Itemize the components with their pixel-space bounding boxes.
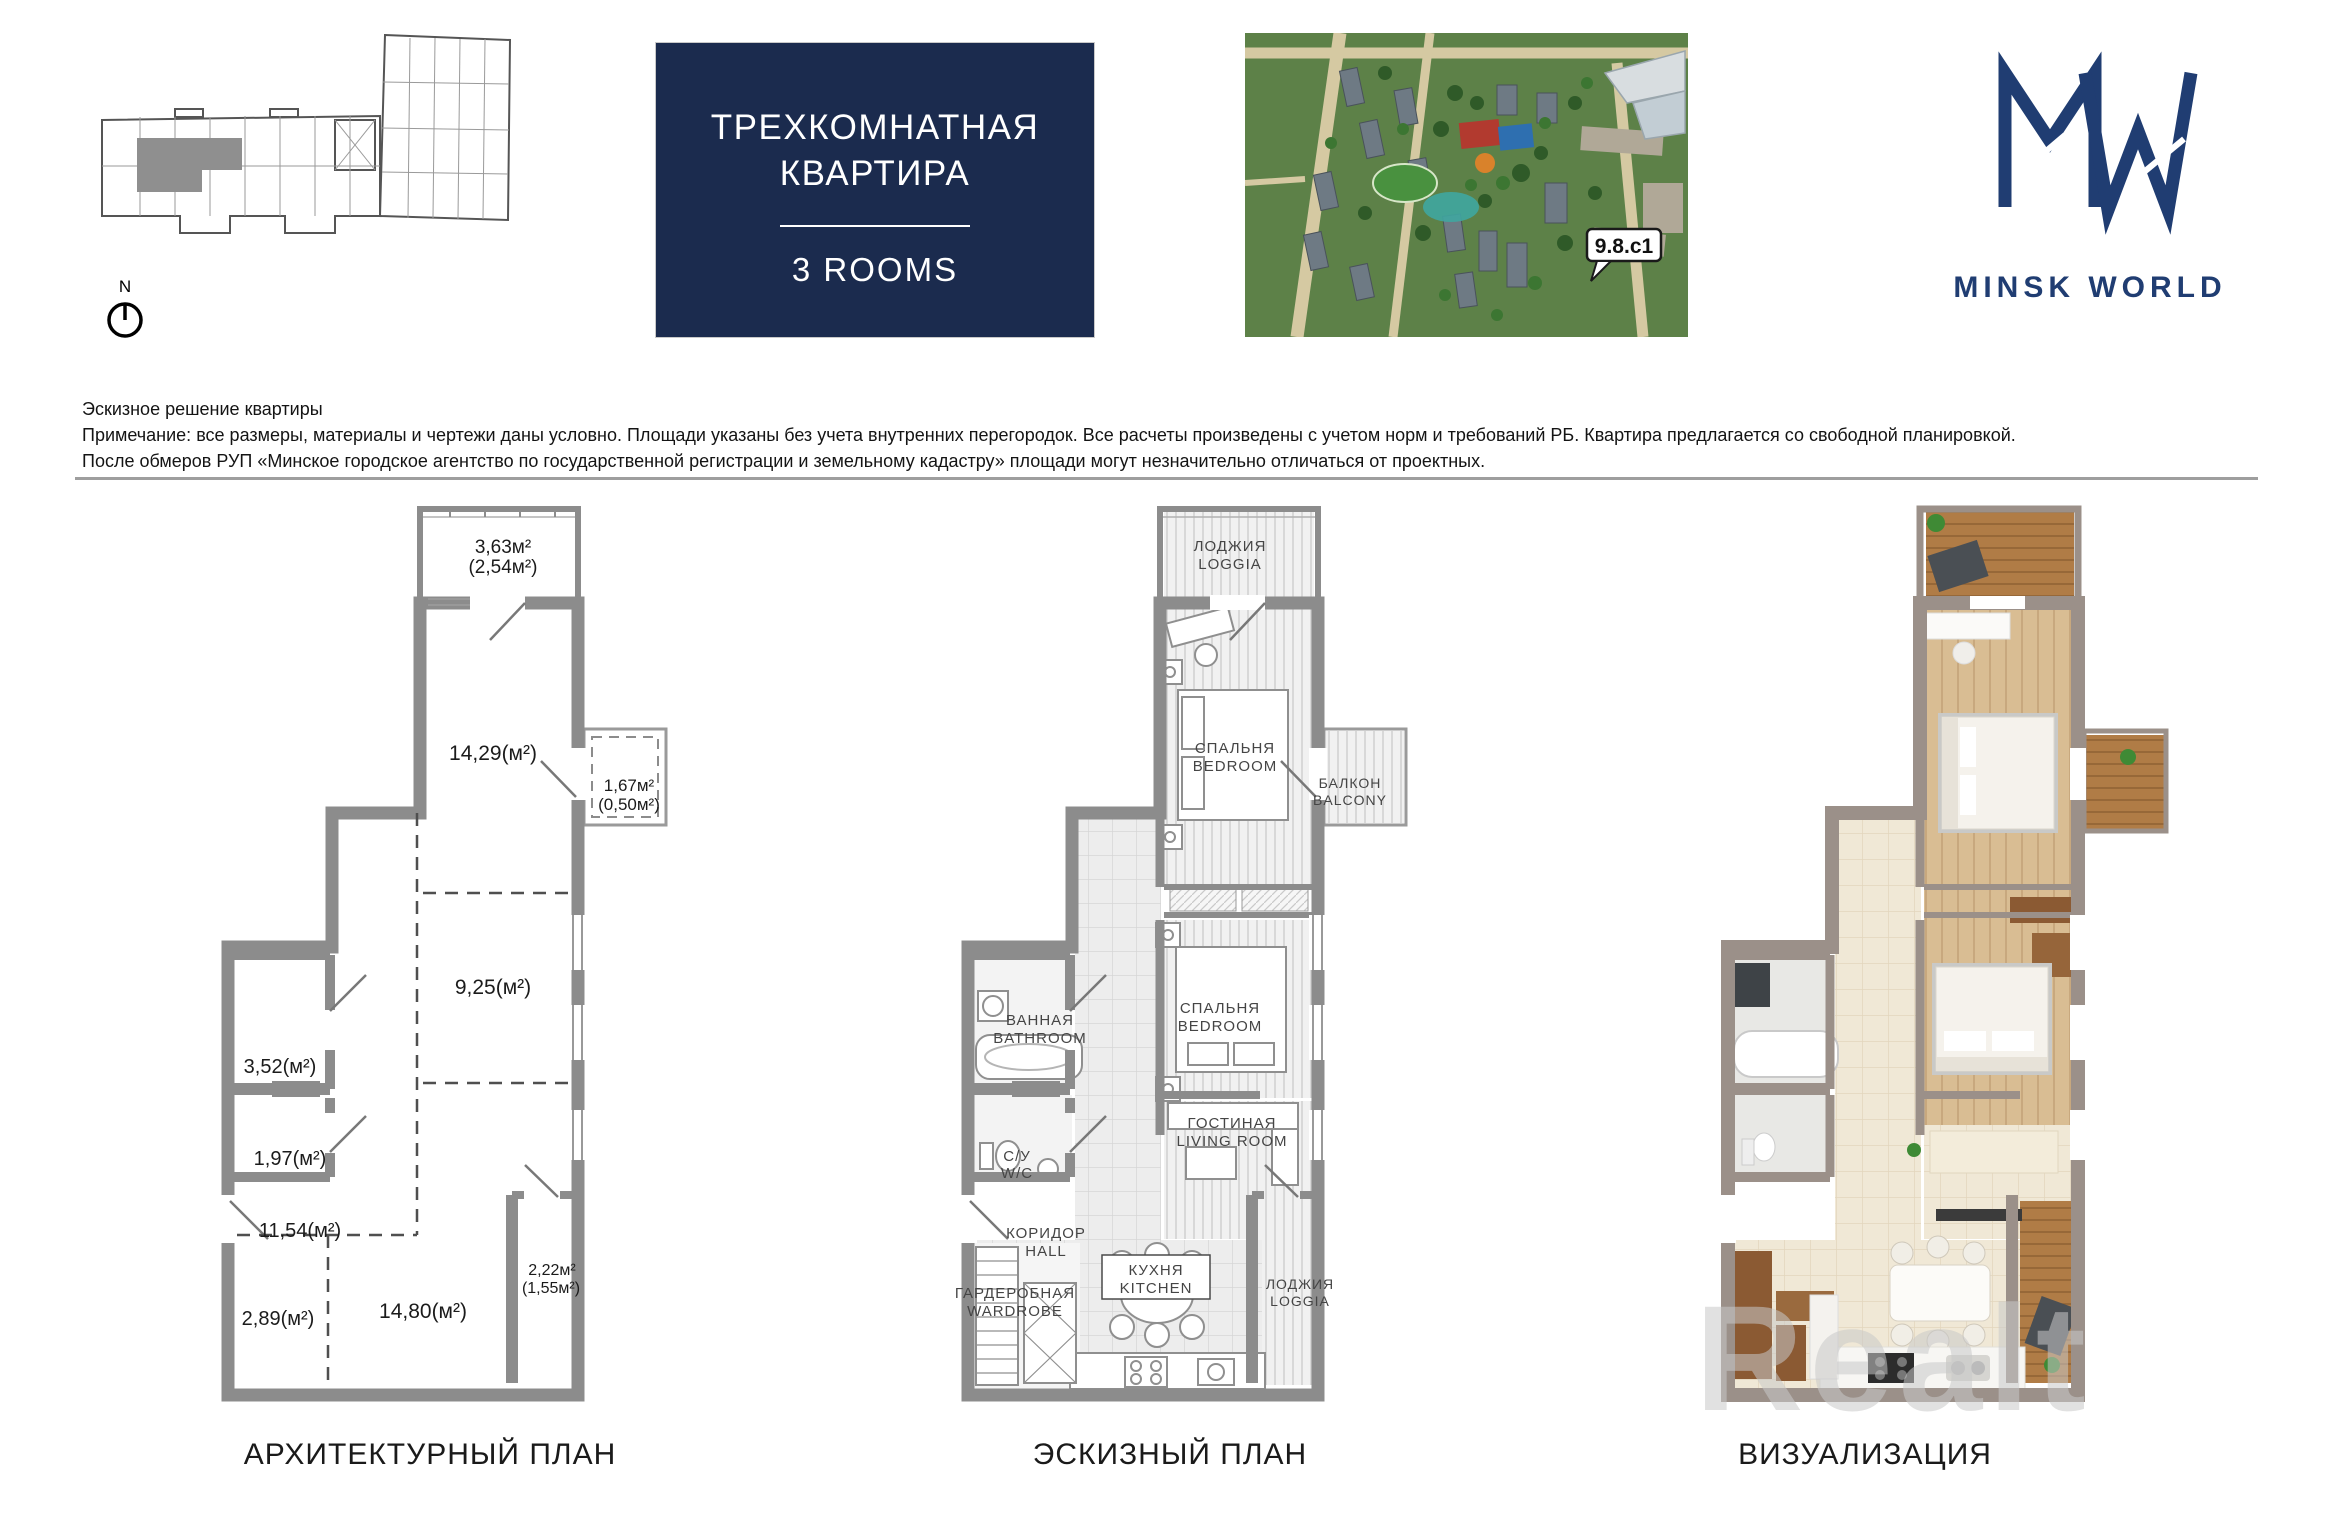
room-loggia-bottom-ru: ЛОДЖИЯ: [1265, 1276, 1335, 1292]
area-bathroom: 3,52(м²): [243, 1056, 317, 1078]
area-loggia-bottom-coef: (1,55м²): [521, 1280, 581, 1297]
room-hall-en: HALL: [1025, 1243, 1067, 1260]
caption-architectural: АРХИТЕКТУРНЫЙ ПЛАН: [243, 1438, 617, 1471]
room-kitchen-ru: КУХНЯ: [1128, 1262, 1184, 1279]
room-loggia-top-en: LOGGIA: [1198, 556, 1262, 573]
logo-name: MINSK WORLD: [1953, 271, 2227, 304]
area-wardrobe: 2,89(м²): [241, 1308, 315, 1330]
disclaimer-line1: Эскизное решение квартиры: [82, 399, 323, 419]
mw-monogram-icon: [2005, 73, 2191, 210]
room-living-ru: ГОСТИНАЯ: [1187, 1115, 1277, 1132]
caption-visualization: ВИЗУАЛИЗАЦИЯ: [1738, 1438, 1992, 1471]
disclaimer-line3: После обмеров РУП «Минское городское агентство по государственной регистрации и земельному кадастру» площади могут незначительно отличаться от проектных.: [82, 451, 1486, 471]
building-key-plan: [80, 20, 530, 280]
realt-watermark: Realt: [1695, 1274, 2092, 1442]
title-ru-line2: КВАРТИРА: [779, 154, 971, 193]
building-label: 9.8.с1: [1594, 235, 1654, 258]
room-bedroom-top-ru: СПАЛЬНЯ: [1194, 740, 1276, 757]
area-loggia-bottom: 2,22м²: [528, 1262, 576, 1279]
north-label: N: [118, 277, 132, 296]
visualization-render: [1680, 495, 2180, 1425]
title-ru-line1: ТРЕХКОМНАТНАЯ: [710, 108, 1040, 147]
area-kitchen: 14,80(м²): [379, 1300, 467, 1323]
room-hall-ru: КОРИДОР: [1006, 1225, 1086, 1242]
disclaimer-line2: Примечание: все размеры, материалы и чертежи даны условно. Площади указаны без учета внутренних перегородок. Все расчеты произведены с учетом норм и требований РБ. Квартира предлагается со свободной планировкой.: [82, 425, 2016, 445]
area-wc: 1,97(м²): [253, 1148, 327, 1170]
area-balcony: 1,67м²: [603, 776, 655, 795]
room-bedroom-mid-en: BEDROOM: [1177, 1018, 1263, 1035]
title-en: 3 ROOMS: [791, 251, 959, 288]
area-loggia-top: 3,63м²: [474, 537, 532, 558]
area-hall: 11,54(м²): [258, 1220, 342, 1242]
title-box: [655, 42, 1095, 338]
minsk-world-logo: [1945, 45, 2235, 317]
room-wardrobe-en: WARDROBE: [967, 1303, 1063, 1320]
divider-line: [75, 477, 2258, 480]
room-loggia-top-ru: ЛОДЖИЯ: [1193, 538, 1267, 555]
room-living-en: LIVING ROOM: [1176, 1133, 1288, 1150]
room-bedroom-top-en: BEDROOM: [1192, 758, 1278, 775]
room-wardrobe-ru: ГАРДЕРОБНАЯ: [954, 1285, 1076, 1302]
arch-outer-walls: [228, 603, 581, 1395]
sketch-plan: [920, 495, 1420, 1425]
room-bedroom-mid-ru: СПАЛЬНЯ: [1179, 1000, 1261, 1017]
room-loggia-bottom-en: LOGGIA: [1270, 1293, 1330, 1309]
title-divider: [780, 225, 970, 227]
room-kitchen-en: KITCHEN: [1119, 1280, 1193, 1297]
room-wc-ru: С/У: [1003, 1148, 1031, 1165]
room-balcony-ru: БАЛКОН: [1318, 775, 1382, 791]
room-bathroom-en: BATHROOM: [993, 1030, 1087, 1047]
area-balcony-coef: (0,50м²): [598, 795, 660, 814]
room-bathroom-ru: ВАННАЯ: [1005, 1012, 1075, 1029]
area-bedroom-top: 14,29(м²): [449, 742, 537, 765]
room-balcony-en: BALCONY: [1313, 792, 1387, 808]
caption-sketch: ЭСКИЗНЫЙ ПЛАН: [1032, 1438, 1308, 1471]
area-bedroom-mid: 9,25(м²): [454, 976, 532, 999]
masterplan-image: [1245, 33, 1688, 337]
architectural-plan: [180, 495, 680, 1425]
area-loggia-top-coef: (2,54м²): [468, 557, 538, 578]
room-wc-en: W/C: [1000, 1165, 1034, 1182]
north-arrow: [95, 276, 155, 346]
